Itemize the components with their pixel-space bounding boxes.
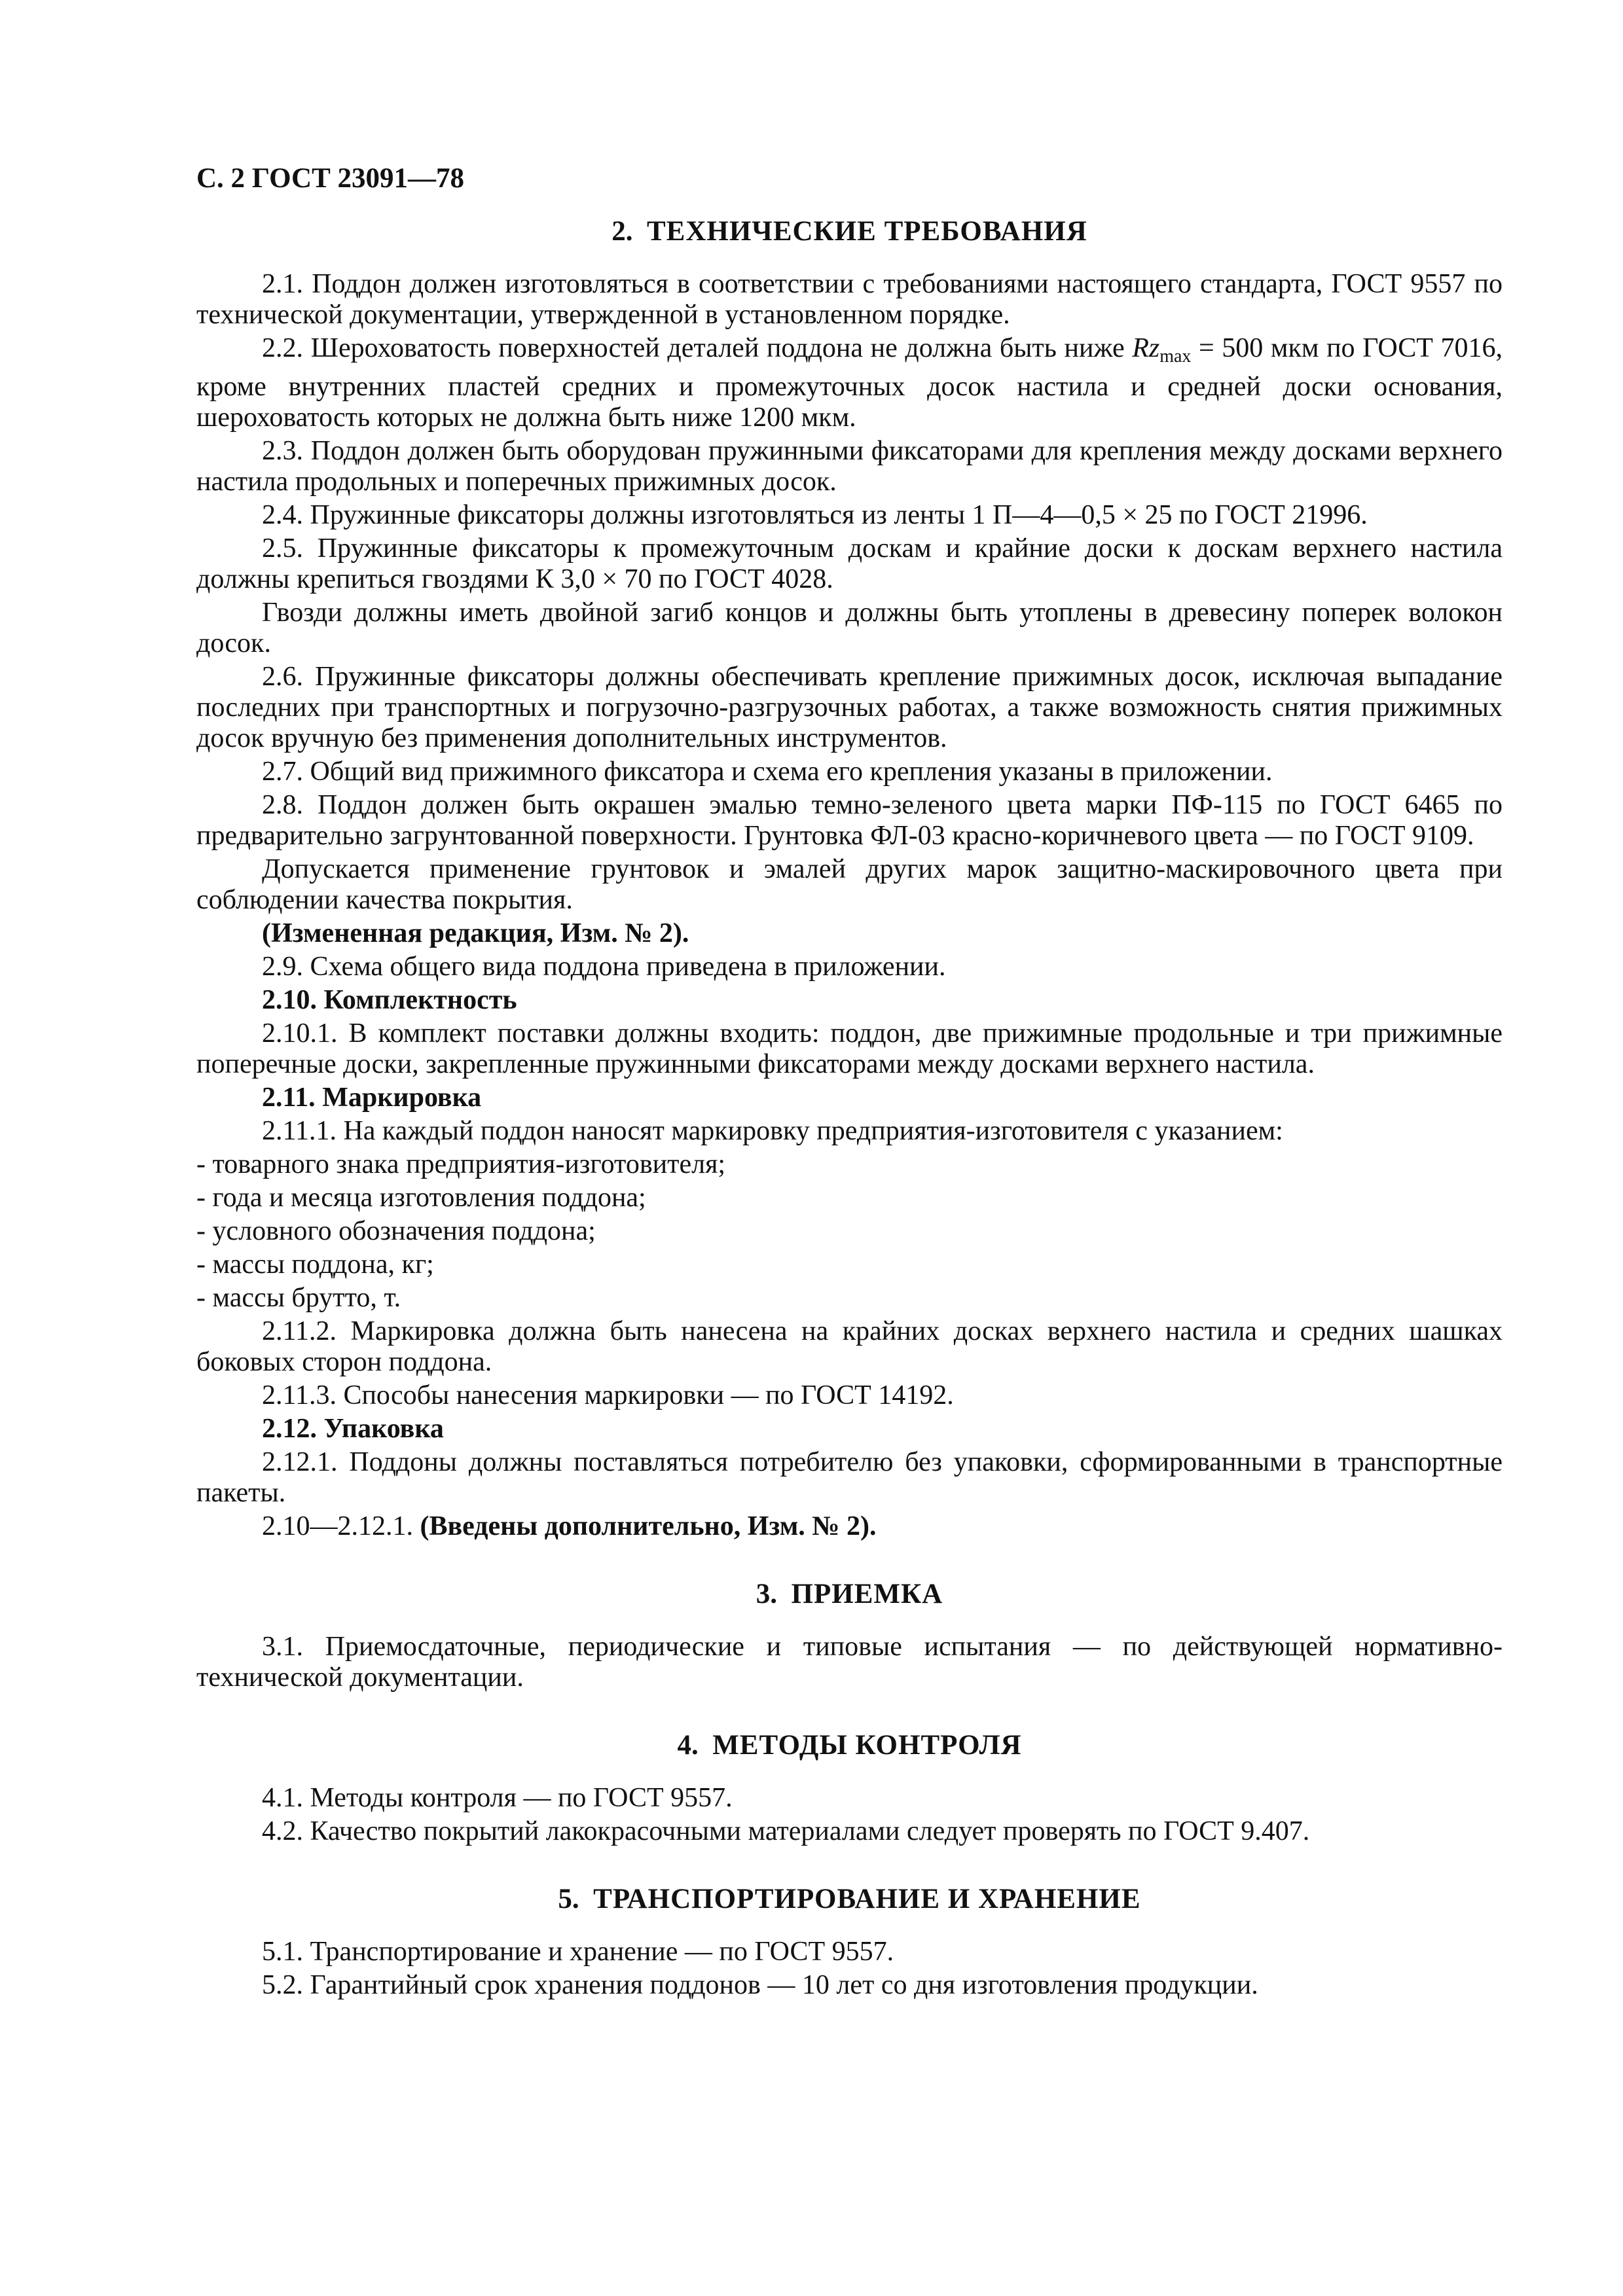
document-body	[196, 216, 1503, 2003]
paragraph-3-1: 3.1. Приемосдаточные, периодические и типовые испытания — по действующей нормативно-технической документации.	[196, 1632, 1503, 1693]
paragraph-2-3: 2.3. Поддон должен быть оборудован пружинными фиксаторами для крепления между досками верхнего настила продольных и поперечных прижимных досок.	[196, 436, 1503, 497]
paragraph-2-5-nails: Гвозди должны иметь двойной загиб концов и должны быть утоплены в древесину поперек волокон досок.	[196, 598, 1503, 658]
section-5-title: 5. ТРАНСПОРТИРОВАНИЕ И ХРАНЕНИЕ	[558, 1884, 1141, 1914]
paragraph-2-7: 2.7. Общий вид прижимного фиксатора и схема его крепления указаны в приложении.	[262, 757, 1273, 787]
paragraph-2-2: 2.2. Шероховатость поверхностей деталей поддона не должна быть ниже $Rz_{max} = 500$ мкм по ГОСТ 7016, кроме внутренних пластей средних и промежуточных досок настила и средней доски основания, шероховатость которых не должна быть ниже 1200 мкм.	[196, 333, 1503, 433]
amendment-note-2: 2.10—2.12.1. (Введены дополнительно, Изм. № 2).	[262, 1511, 877, 1541]
list-item: - массы брутто, т.	[196, 1283, 401, 1313]
paragraph-2-6: 2.6. Пружинные фиксаторы должны обеспечивать крепление прижимных досок, исключая выпадание последних при транспортных и погрузочно-разгрузочных работах, а также возможность снятия прижимных досок вручную без применения дополнительных инструментов.	[196, 662, 1503, 753]
paragraph-2-12-1: 2.12.1. Поддоны должны поставляться потребителю без упаковки, сформированными в транспортные пакеты.	[196, 1447, 1503, 1508]
page-header: С. 2 ГОСТ 23091—78	[196, 163, 465, 194]
list-item: - массы поддона, кг;	[196, 1249, 434, 1280]
list-item: - года и месяца изготовления поддона;	[196, 1183, 646, 1213]
section-4-title: 4. МЕТОДЫ КОНТРОЛЯ	[677, 1730, 1022, 1761]
paragraph-4-1: 4.1. Методы контроля — по ГОСТ 9557.	[262, 1783, 733, 1813]
paragraph-2-8: 2.8. Поддон должен быть окрашен эмалью темно-зеленого цвета марки ПФ-115 по ГОСТ 6465 по предварительно загрунтованной поверхности. Грунтовка ФЛ-03 красно-коричневого цвета — по ГОСТ 9109.	[196, 790, 1503, 851]
paragraph-5-1: 5.1. Транспортирование и хранение — по ГОСТ 9557.	[262, 1937, 894, 1967]
list-item: - условного обозначения поддона;	[196, 1216, 596, 1246]
subheading-2-12: 2.12. Упаковка	[262, 1414, 444, 1444]
section-3-title: 3. ПРИЕМКА	[756, 1579, 943, 1609]
paragraph-2-11-3: 2.11.3. Способы нанесения маркировки — по ГОСТ 14192.	[262, 1380, 954, 1410]
subheading-2-10: 2.10. Комплектность	[262, 985, 517, 1015]
paragraph-2-4: 2.4. Пружинные фиксаторы должны изготовляться из ленты 1 П—4—0,5 × 25 по ГОСТ 21996.	[262, 500, 1368, 530]
section-2-title: 2. ТЕХНИЧЕСКИЕ ТРЕБОВАНИЯ	[611, 216, 1087, 247]
paragraph-2-1: 2.1. Поддон должен изготовляться в соответствии с требованиями настоящего стандарта, ГОСТ 9557 по технической документации, утвержденной в установленном порядке.	[196, 269, 1503, 330]
paragraph-5-2: 5.2. Гарантийный срок хранения поддонов — 10 лет со дня изготовления продукции.	[262, 1970, 1258, 2000]
paragraph-2-5: 2.5. Пружинные фиксаторы к промежуточным доскам и крайние доски к доскам верхнего настила должны крепиться гвоздями К 3,0 × 70 по ГОСТ 4028.	[196, 533, 1503, 594]
paragraph-2-10-1: 2.10.1. В комплект поставки должны входить: поддон, две прижимные продольные и три прижимные поперечные доски, закрепленные пружинными фиксаторами между досками верхнего настила.	[196, 1018, 1503, 1079]
paragraph-2-8-allowed: Допускается применение грунтовок и эмалей других марок защитно-маскировочного цвета при соблюдении качества покрытия.	[196, 854, 1503, 915]
subheading-2-11: 2.11. Маркировка	[262, 1083, 482, 1113]
paragraph-2-11-1: 2.11.1. На каждый поддон наносят маркировку предприятия-изготовителя с указанием:	[262, 1116, 1283, 1146]
list-item: - товарного знака предприятия-изготовителя;	[196, 1149, 726, 1179]
paragraph-2-9: 2.9. Схема общего вида поддона приведена в приложении.	[262, 952, 946, 982]
paragraph-2-11-2: 2.11.2. Маркировка должна быть нанесена на крайних досках верхнего настила и средних шашках боковых сторон поддона.	[196, 1316, 1503, 1377]
paragraph-4-2: 4.2. Качество покрытий лакокрасочными материалами следует проверять по ГОСТ 9.407.	[262, 1816, 1310, 1846]
amendment-note-1: (Измененная редакция, Изм. № 2).	[262, 918, 689, 948]
